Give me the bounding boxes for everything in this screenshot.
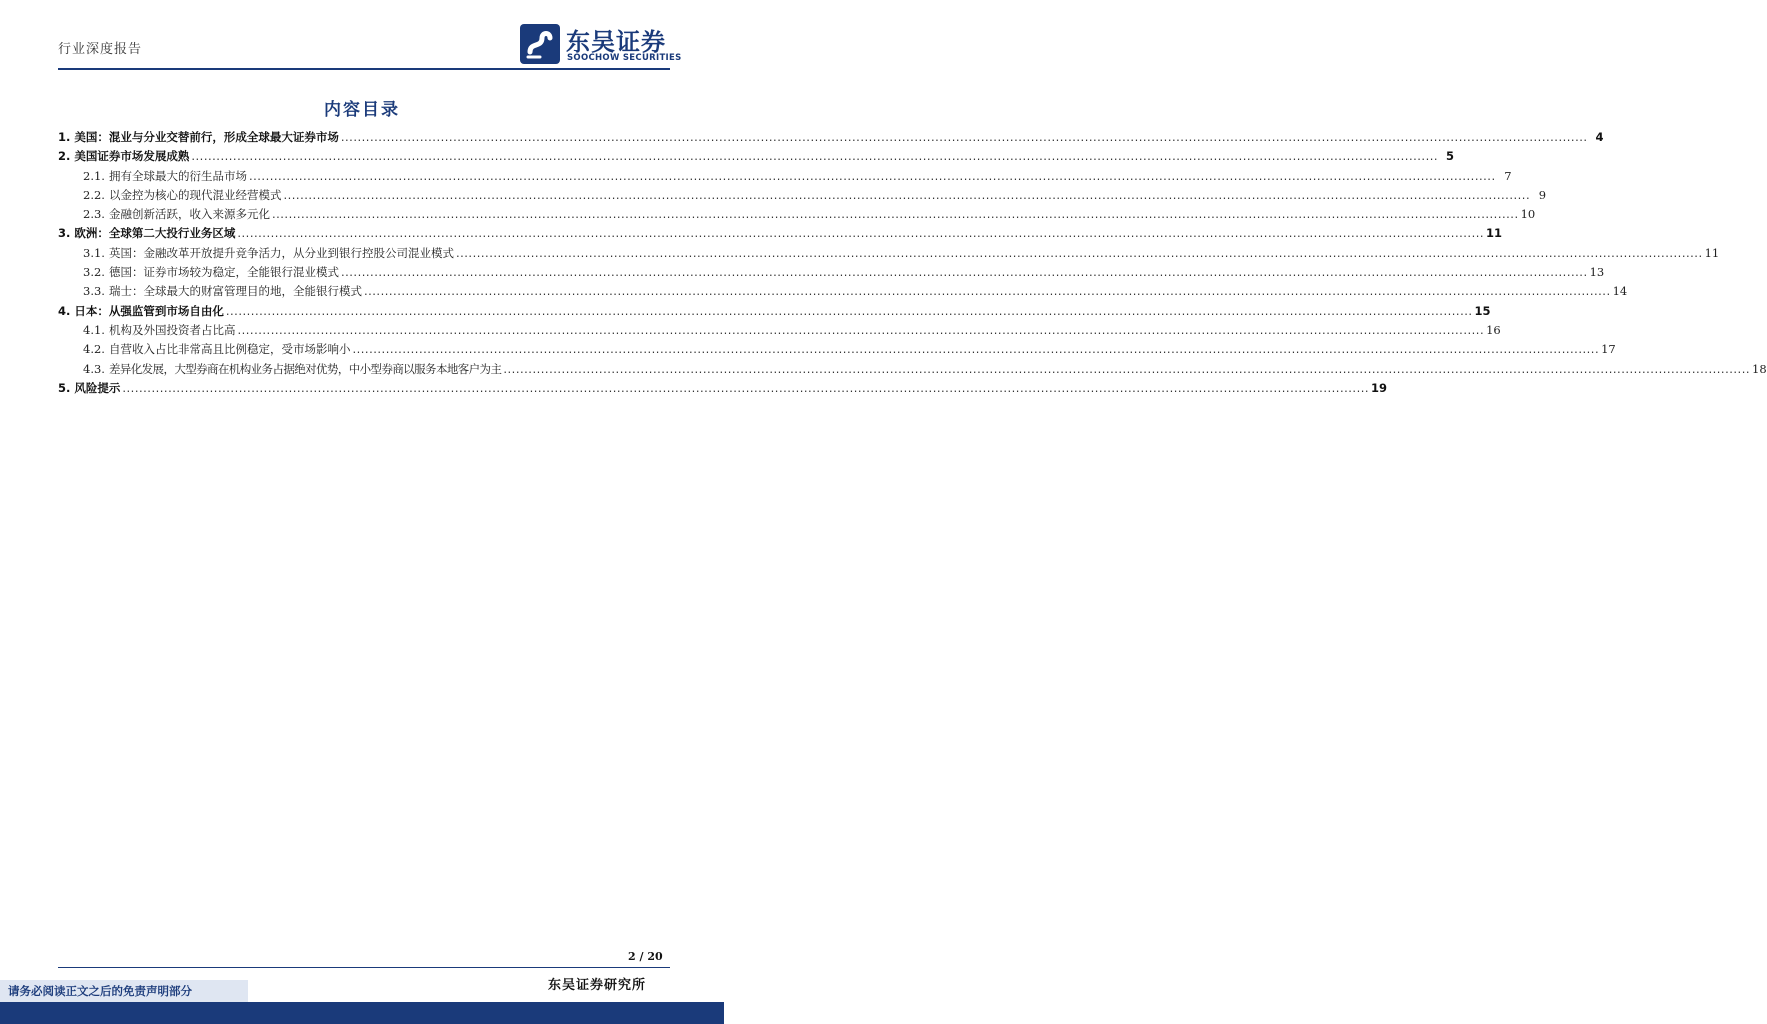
toc-entry-number: 2.2. — [83, 187, 105, 202]
toc-entry-page: 18 — [1752, 361, 1767, 376]
toc-entry-title: 差异化发展，大型券商在机构业务占据绝对优势，中小型券商以服务本地客户为主 — [108, 361, 502, 376]
logo-english-name: SOOCHOW SECURITIES — [567, 53, 682, 63]
toc-entry-number: 1. — [58, 130, 71, 144]
toc-entry-page: 7 — [1504, 168, 1512, 183]
toc-subentry[interactable] — [58, 340, 1616, 359]
toc-entry-title: 美国：混业与分业交替前行，形成全球最大证券市场 — [74, 130, 339, 144]
toc-entry-number: 2.3. — [83, 207, 105, 222]
toc-subentry[interactable] — [58, 186, 1547, 205]
toc-leader-dots: ............................................................................................................................................................................................................................................................................................................ — [122, 380, 1370, 395]
logo-chinese-name: 东吴证券 — [566, 28, 666, 56]
toc-entry[interactable] — [58, 147, 1455, 166]
toc-entry-page: 9 — [1538, 187, 1547, 202]
toc-leader-dots: ............................................................................................................................................................................................................................................................................................................ — [352, 342, 1600, 357]
toc-leader-dots: ............................................................................................................................................................................................................................................................................................................ — [340, 265, 1588, 280]
toc-leader-dots: ............................................................................................................................................................................................................................................................................................................ — [191, 149, 1439, 164]
toc-entry-title: 瑞士：全球最大的财富管理目的地，全能银行模式 — [108, 284, 362, 299]
toc-leader-dots: ............................................................................................................................................................................................................................................................................................................ — [503, 361, 1751, 376]
toc-entry-title: 拥有全球最大的衍生品市场 — [108, 168, 247, 183]
toc-entry-number: 3.3. — [83, 284, 105, 299]
toc-entry-title: 自营收入占比非常高且比例稳定，受市场影响小 — [108, 342, 351, 357]
toc-entry-page: 4 — [1595, 130, 1604, 144]
toc-entry-title: 以金控为核心的现代混业经营模式 — [108, 187, 282, 202]
toc-entry-number: 4.1. — [83, 322, 105, 337]
page-indicator: 2 / 20 — [628, 950, 663, 963]
toc-entry-number: 2. — [58, 149, 71, 164]
toc-subentry[interactable] — [58, 167, 1512, 186]
toc-leader-dots: ............................................................................................................................................................................................................................................................................................................ — [237, 226, 1485, 241]
toc-entry-page: 17 — [1601, 342, 1616, 357]
toc-subentry[interactable] — [58, 321, 1501, 340]
company-logo — [520, 22, 680, 66]
toc-entry-number: 5. — [58, 380, 71, 395]
toc-leader-dots: ............................................................................................................................................................................................................................................................................................................ — [271, 207, 1519, 222]
toc-entry-number: 4. — [58, 303, 71, 318]
soochow-logo-icon — [520, 24, 560, 64]
toc-entry-page: 11 — [1486, 226, 1503, 241]
toc-entry-number: 3. — [58, 226, 71, 241]
toc-leader-dots: ............................................................................................................................................................................................................................................................................................................ — [363, 284, 1611, 299]
toc-entry-title: 英国：金融改革开放提升竞争活力，从分业到银行控股公司混业模式 — [108, 245, 454, 260]
toc-entry-title: 德国：证券市场较为稳定，全能银行混业模式 — [108, 265, 339, 280]
toc-entry-title: 日本：从强监管到市场自由化 — [74, 303, 224, 318]
toc-subentry[interactable] — [58, 244, 1720, 263]
toc-entry-title: 美国证券市场发展成熟 — [74, 149, 190, 164]
toc-entry-title: 欧洲：全球第二大投行业务区域 — [74, 226, 236, 241]
footer-organization: 东吴证券研究所 — [548, 978, 647, 993]
toc-leader-dots: ............................................................................................................................................................................................................................................................................................................ — [283, 187, 1531, 202]
toc-entry[interactable] — [58, 128, 1604, 147]
toc-entry-number: 4.2. — [83, 342, 105, 357]
toc-entry-page: 11 — [1704, 245, 1720, 260]
toc-entry[interactable] — [58, 224, 1503, 243]
toc-entry-page: 19 — [1371, 380, 1388, 395]
toc-entry-number: 3.1. — [83, 245, 105, 260]
toc-entry-page: 5 — [1446, 149, 1455, 164]
toc-entry-title: 机构及外国投资者占比高 — [108, 322, 236, 337]
toc-entry-title: 风险提示 — [74, 380, 121, 395]
toc-leader-dots: ............................................................................................................................................................................................................................................................................................................ — [455, 245, 1703, 260]
toc-subentry[interactable] — [58, 205, 1536, 224]
toc-subentry[interactable] — [58, 282, 1628, 301]
toc-leader-dots: ............................................................................................................................................................................................................................................................................................................ — [340, 130, 1588, 144]
footer-divider — [58, 967, 670, 968]
toc-title: 内容目录 — [324, 100, 400, 120]
toc-leader-dots: ............................................................................................................................................................................................................................................................................................................ — [225, 303, 1473, 318]
disclaimer-banner: 请务必阅读正文之后的免责声明部分 — [0, 980, 248, 1002]
toc-subentry[interactable] — [58, 263, 1605, 282]
toc-entry-page: 16 — [1486, 322, 1501, 337]
toc-entry[interactable] — [58, 302, 1491, 321]
toc-entry-page: 15 — [1474, 303, 1491, 318]
toc-leader-dots: ............................................................................................................................................................................................................................................................................................................ — [237, 322, 1485, 337]
toc-subentry[interactable] — [58, 360, 1767, 379]
toc-leader-dots: ............................................................................................................................................................................................................................................................................................................ — [248, 168, 1496, 183]
toc-entry-number: 2.1. — [83, 168, 105, 183]
report-type-label: 行业深度报告 — [58, 42, 143, 57]
footer-bar — [0, 1002, 724, 1024]
toc-entry-page: 10 — [1520, 207, 1536, 222]
toc-entry-page: 14 — [1612, 284, 1628, 299]
toc-entry-title: 金融创新活跃，收入来源多元化 — [108, 207, 270, 222]
toc-entry[interactable] — [58, 379, 1388, 398]
header-divider — [58, 68, 670, 70]
toc-entry-page: 13 — [1589, 265, 1605, 280]
toc-entry-number: 4.3. — [83, 361, 105, 376]
toc-entry-number: 3.2. — [83, 265, 105, 280]
table-of-contents — [58, 128, 1767, 398]
